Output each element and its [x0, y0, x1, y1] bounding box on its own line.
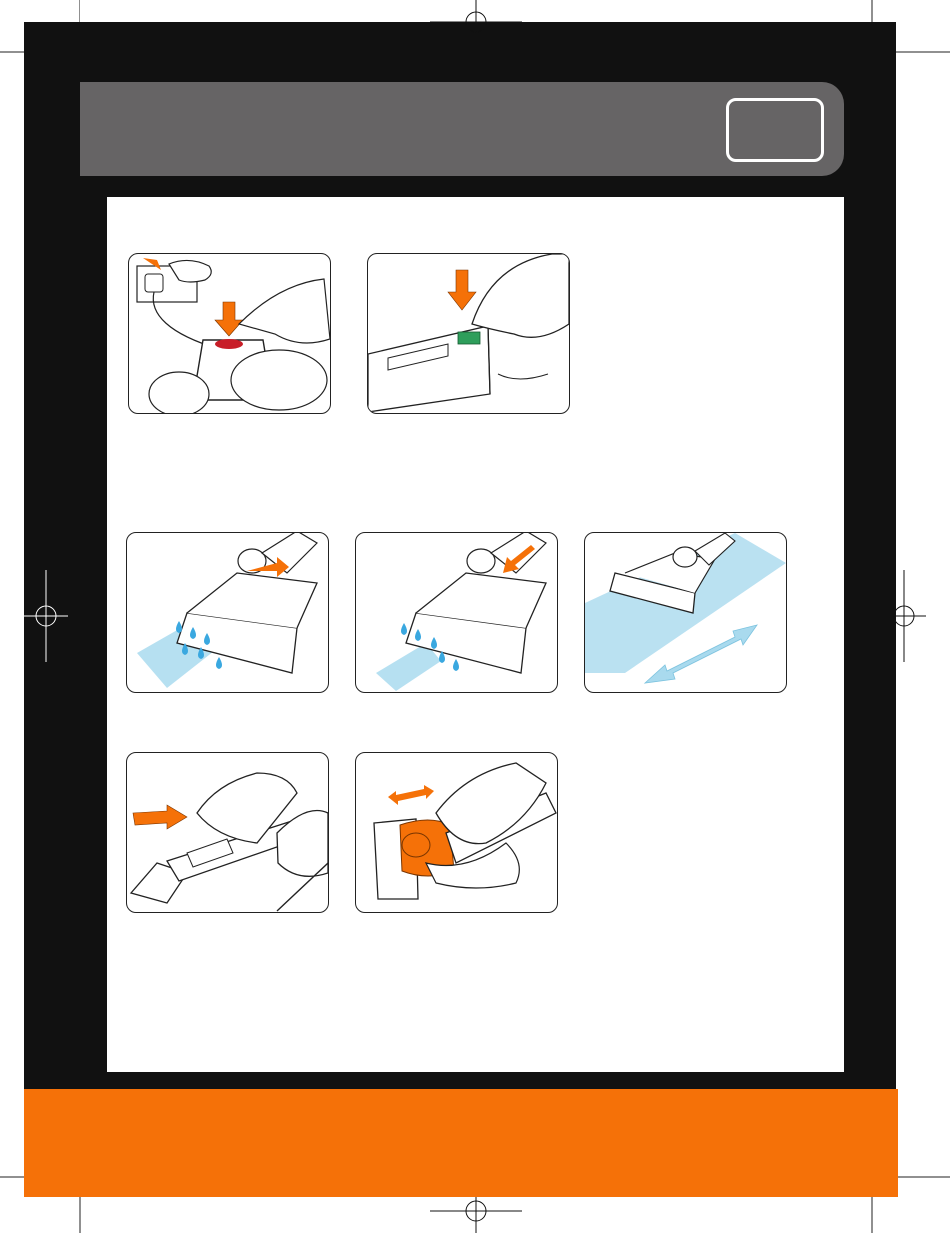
- red-button-icon: [215, 339, 243, 349]
- green-button-icon: [458, 332, 480, 344]
- illustration-attach-hose: [126, 752, 329, 913]
- plug-icon: [145, 274, 163, 292]
- double-arrow-icon: [388, 785, 434, 805]
- illustration-press-steam-button: [367, 253, 570, 414]
- orange-arrow-icon: [133, 805, 187, 829]
- illustration-plug-in-and-switch-on: [128, 253, 331, 414]
- illustration-clean-floor-back-and-forth: [584, 532, 787, 693]
- orange-arrow-icon: [215, 302, 243, 336]
- handle-icon: [491, 533, 546, 573]
- registration-mark-top: [430, 0, 522, 44]
- orange-arrow-icon: [448, 270, 476, 310]
- illustration-steam-backward: [355, 532, 558, 693]
- hand-icon: [472, 254, 569, 337]
- illustration-steam-forward: [126, 532, 329, 693]
- hand-icon: [277, 811, 328, 877]
- registration-mark-left: [24, 570, 68, 662]
- top-paper-margin: [80, 0, 770, 22]
- hand-icon: [436, 763, 546, 844]
- page-number-box: [726, 98, 824, 162]
- orange-footer-band: [24, 1089, 898, 1197]
- illustration-fit-cloth-cover: [355, 752, 558, 913]
- registration-mark-right: [882, 570, 926, 662]
- hand-icon: [239, 279, 330, 343]
